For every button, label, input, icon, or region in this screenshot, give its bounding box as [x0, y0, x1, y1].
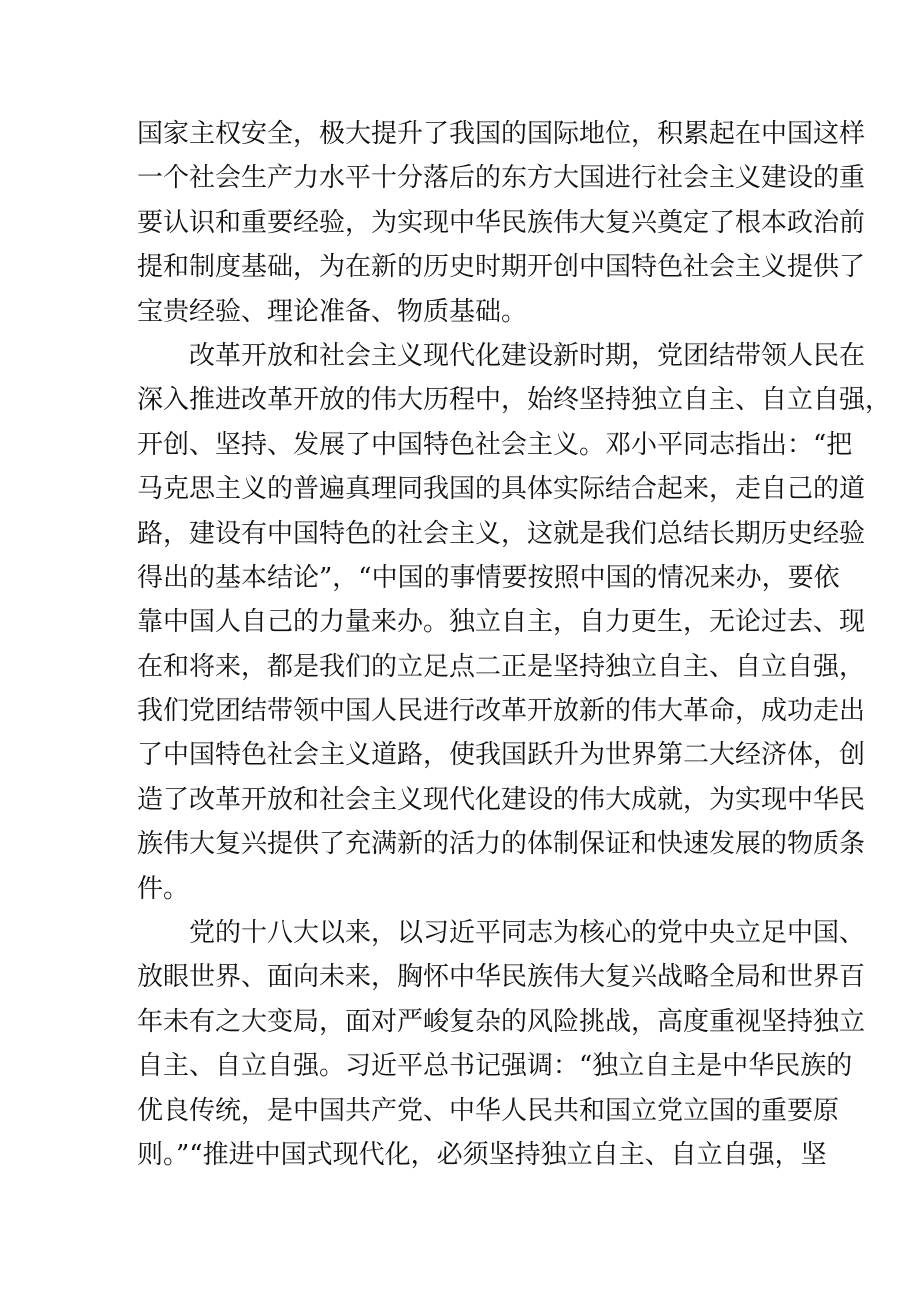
paragraph-line: 国家主权安全，极大提升了我国的国际地位，积累起在中国这样	[137, 119, 866, 149]
paragraph-line: 在和将来，都是我们的立足点二正是坚持独立自主、自立自强，	[137, 651, 866, 682]
paragraph-line: 自主、自立自强。习近平总书记强调：“独立自主是中华民族的	[137, 1051, 853, 1082]
paragraph-2	[137, 334, 892, 911]
paragraph-line: 则。”“推进中国式现代化，必须坚持独立自主、自立自强，坚	[137, 1139, 827, 1170]
paragraph-line: 党的十八大以来，以习近平同志为核心的党中央立足中国、	[189, 918, 866, 949]
paragraph-line: 得出的基本结论”，“中国的事情要按照中国的情况来办，要依	[137, 562, 840, 593]
paragraph-line: 年未有之大变局，面对严峻复杂的风险挑战，高度重视坚持独立	[137, 1006, 866, 1037]
paragraph-line: 族伟大复兴提供了充满新的活力的体制保证和快速发展的物质条	[137, 829, 866, 860]
paragraph-line: 件。	[137, 873, 190, 904]
paragraph-line: 靠中国人自己的力量来办。独立自主，自力更生，无论过去、现	[137, 607, 866, 638]
paragraph-line: 我们党团结带领中国人民进行改革开放新的伟大革命，成功走出	[137, 696, 866, 727]
paragraph-line: 改革开放和社会主义现代化建设新时期，党团结带领人民在	[189, 340, 866, 371]
paragraph-1	[137, 112, 866, 334]
paragraph-line: 开创、坚持、发展了中国特色社会主义。邓小平同志指出：“把	[137, 429, 853, 460]
paragraph-line: 宝贵经验、理论准备、物质基础。	[137, 296, 528, 327]
document-body	[137, 112, 892, 1177]
paragraph-line: 马克思主义的普遍真理同我国的具体实际结合起来，走自己的道	[137, 474, 866, 505]
paragraph-line: 提和制度基础，为在新的历史时期开创中国特色社会主义提供了	[137, 252, 866, 283]
paragraph-line: 造了改革开放和社会主义现代化建设的伟大成就，为实现中华民	[137, 784, 866, 815]
paragraph-line: 要认识和重要经验，为实现中华民族伟大复兴奠定了根本政治前	[137, 207, 866, 238]
paragraph-line: 路，建设有中国特色的社会主义，这就是我们总结长期历史经验	[137, 518, 866, 549]
paragraph-3	[137, 911, 866, 1177]
paragraph-line: 深入推进改革开放的伟大历程中，始终坚持独立自主、自立自强，	[137, 385, 892, 416]
paragraph-line: 了中国特色社会主义道路，使我国跃升为世界第二大经济体，创	[137, 740, 866, 771]
paragraph-line: 优良传统，是中国共产党、中华人民共和国立党立国的重要原	[137, 1095, 840, 1126]
paragraph-line: 一个社会生产力水平十分落后的东方大国进行社会主义建设的重	[137, 163, 866, 194]
paragraph-line: 放眼世界、面向未来，胸怀中华民族伟大复兴战略全局和世界百	[137, 962, 866, 993]
